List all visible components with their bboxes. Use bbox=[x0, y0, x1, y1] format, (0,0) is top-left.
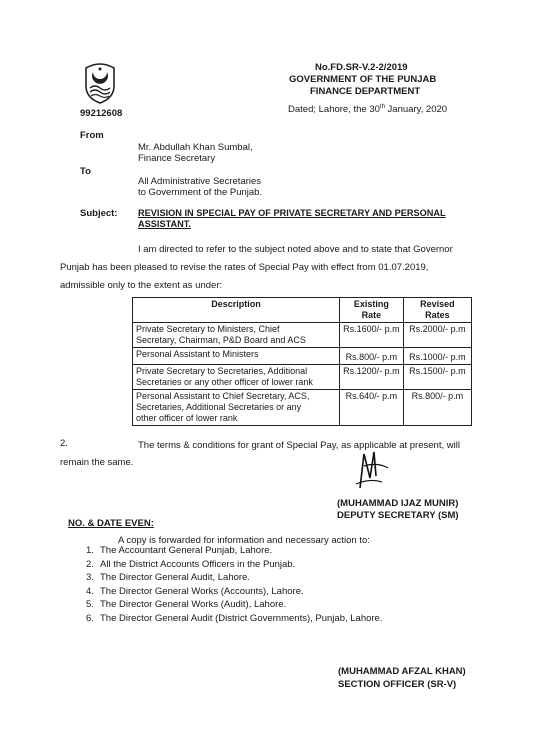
list-item: 2. All the District Accounts Officers in the Punjab. bbox=[86, 558, 296, 570]
table-row bbox=[133, 365, 472, 390]
paragraph-1-line-3: admissible only to the extent as under: bbox=[60, 280, 223, 291]
table-header-row bbox=[133, 298, 472, 323]
paragraph-1-line-1: I am directed to refer to the subject noted above and to state that Governor bbox=[138, 244, 453, 255]
department-name: FINANCE DEPARTMENT bbox=[310, 86, 421, 97]
list-item: 4. The Director General Works (Accounts), Lahore. bbox=[86, 585, 304, 597]
from-name: Mr. Abdullah Khan Sumbal, bbox=[138, 142, 253, 153]
table-cell-existing: Rs.1200/- p.m bbox=[340, 365, 404, 390]
table-cell-existing: Rs.1600/- p.m bbox=[340, 323, 404, 348]
punjab-government-emblem-icon bbox=[80, 60, 120, 104]
table-header-revised-rates: Revised Rates bbox=[403, 298, 471, 323]
phone-number: 99212608 bbox=[80, 108, 123, 119]
table-cell-description: Private Secretary to Ministers, Chief Secretary, Chairman, P&D Board and ACS bbox=[133, 323, 340, 348]
government-name: GOVERNMENT OF THE PUNJAB bbox=[289, 74, 437, 85]
table-row bbox=[133, 348, 472, 365]
copy-recipients-list bbox=[86, 545, 382, 626]
from-label: From bbox=[80, 130, 104, 141]
table-cell-existing: Rs.640/- p.m bbox=[340, 390, 404, 426]
table-row bbox=[133, 390, 472, 426]
from-title: Finance Secretary bbox=[138, 153, 216, 164]
table-cell-revised: Rs.2000/- p.m bbox=[403, 323, 471, 348]
subject-line-2: ASSISTANT. bbox=[138, 219, 191, 229]
table-cell-revised: Rs.1000/- p.m bbox=[403, 348, 471, 365]
table-cell-description: Personal Assistant to Chief Secretary, ACS, Secretaries, Additional Secretaries or any other officer of lower rank bbox=[133, 390, 340, 426]
table-cell-revised: Rs.1500/- p.m bbox=[403, 365, 471, 390]
paragraph-2-line-2: remain the same. bbox=[60, 457, 134, 468]
paragraph-1-line-2: Punjab has been pleased to revise the rates of Special Pay with effect from 01.07.2019, bbox=[60, 262, 429, 273]
signer-1-title: DEPUTY SECRETARY (SM) bbox=[337, 510, 459, 521]
signer-2-name: (MUHAMMAD AFZAL KHAN) bbox=[338, 666, 466, 677]
to-line-2: to Government of the Punjab. bbox=[138, 187, 263, 198]
number-date-even-label: NO. & DATE EVEN: bbox=[68, 518, 154, 529]
table-cell-revised: Rs.800/- p.m bbox=[403, 390, 471, 426]
list-item: 1. The Accountant General Punjab, Lahore. bbox=[86, 545, 273, 556]
table-cell-existing: Rs.800/- p.m bbox=[340, 348, 404, 365]
to-line-1: All Administrative Secretaries bbox=[138, 176, 262, 187]
subject-line-1: REVISION IN SPECIAL PAY OF PRIVATE SECRETARY AND PERSONAL bbox=[138, 208, 446, 218]
signer-1-name: (MUHAMMAD IJAZ MUNIR) bbox=[337, 498, 459, 509]
table-row bbox=[133, 323, 472, 348]
table-cell-description: Private Secretary to Secretaries, Additional Secretaries or any other officer of lower rank bbox=[133, 365, 340, 390]
table-header-existing-rate: Existing Rate bbox=[340, 298, 404, 323]
handwritten-signature-icon bbox=[330, 448, 402, 492]
paragraph-2-number: 2. bbox=[60, 438, 68, 449]
copy-forward-intro: A copy is forwarded for information and necessary action to: bbox=[118, 535, 370, 546]
list-item: 5. The Director General Works (Audit), Lahore. bbox=[86, 599, 287, 610]
paragraph-2-line-1: The terms & conditions for grant of Special Pay, as applicable at present, will bbox=[138, 440, 460, 451]
table-header-description: Description bbox=[133, 298, 340, 323]
table-cell-description: Personal Assistant to Ministers bbox=[133, 348, 340, 365]
to-label: To bbox=[80, 166, 91, 177]
signer-2-title: SECTION OFFICER (SR-V) bbox=[338, 679, 457, 690]
special-pay-rates-table bbox=[132, 297, 472, 426]
list-item: 6. The Director General Audit (District Governments), Punjab, Lahore. bbox=[86, 612, 383, 624]
reference-number: No.FD.SR-V.2-2/2019 bbox=[315, 62, 408, 73]
date-line: Dated; Lahore, the 30th January, 2020 bbox=[288, 104, 448, 116]
subject-label: Subject: bbox=[80, 208, 118, 219]
list-item: 3. The Director General Audit, Lahore. bbox=[86, 572, 250, 583]
